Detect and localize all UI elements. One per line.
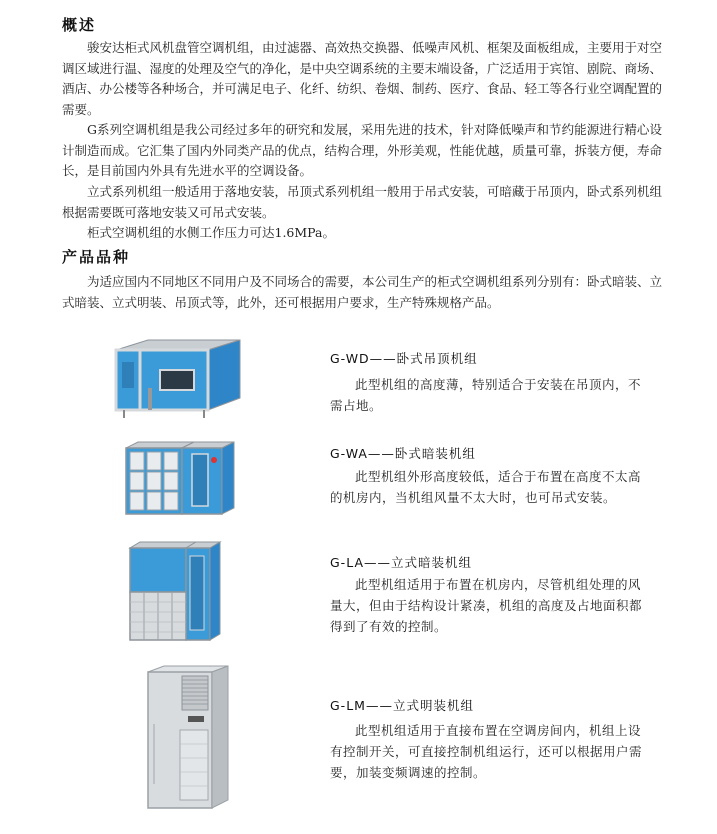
product-description-g-wd: 此型机组的高度薄，特别适合于安装在吊顶内，不需占地。	[330, 377, 642, 413]
overview-paragraph-1: 骏安达柜式风机盘管空调机组，由过滤器、高效热交换器、低噪声风机、框架及面板组成，主要用于对空调区域进行温、湿度的处理及空气的净化，是中央空调系统的主要末端设备，广泛适用于宾馆、剧院、商场、酒店、办公楼等各种场合，并可满足电子、化纤、纺织、卷烟、制药、医疗、食品、轻工等各行业空调配置的需要。	[62, 40, 663, 117]
overview-paragraph-2: G系列空调机组是我公司经过多年的研究和发展，采用先进的技术，针对降低噪声和节约能源进行精心设计制造而成。它汇集了国内外同类产品的优点，结构合理，外形美观，性能优越，质量可靠，拆装方便，寿命长，是目前国内外具有先进水平的空调设备。	[62, 122, 663, 178]
g-lm-unit-image	[142, 664, 238, 812]
overview-paragraph-3: 立式系列机组一般适用于落地安装，吊顶式系列机组一般用于吊式安装，可暗藏于吊顶内，卧式系列机组根据需要既可落地安装又可吊式安装。	[62, 184, 663, 220]
product-title-g-wa: G-WA——卧式暗装机组	[330, 446, 476, 461]
product-title-g-lm: G-LM——立式明装机组	[330, 698, 474, 713]
products-intro: 为适应国内不同地区不同用户及不同场合的需要，本公司生产的柜式空调机组系列分别有：卧式暗装、立式暗装、立式明装、吊顶式等，此外，还可根据用户要求，生产特殊规格产品。	[62, 274, 663, 310]
overview-paragraph-4: 柜式空调机组的水侧工作压力可达1.6MPa。	[87, 225, 335, 240]
g-wa-unit-image	[122, 440, 240, 520]
product-description-g-la: 此型机组适用于布置在机房内，尽管机组处理的风量大，但由于结构设计紧凑，机组的高度及占地面积都得到了有效的控制。	[330, 577, 643, 634]
overview-heading: 概述	[62, 16, 97, 34]
g-la-unit-image	[124, 540, 228, 644]
product-description-g-lm: 此型机组适用于直接布置在空调房间内，机组上设有控制开关，可直接控制机组运行，还可以根据用户需要，加装变频调速的控制。	[330, 723, 643, 780]
product-title-g-la: G-LA——立式暗装机组	[330, 555, 472, 570]
g-wd-unit-image	[108, 336, 248, 422]
product-title-g-wd: G-WD——卧式吊顶机组	[330, 351, 478, 366]
product-description-g-wa: 此型机组外形高度较低，适合于布置在高度不太高的机房内，当机组风量不太大时，也可吊式安装。	[330, 469, 642, 505]
products-heading: 产品品种	[62, 248, 131, 266]
